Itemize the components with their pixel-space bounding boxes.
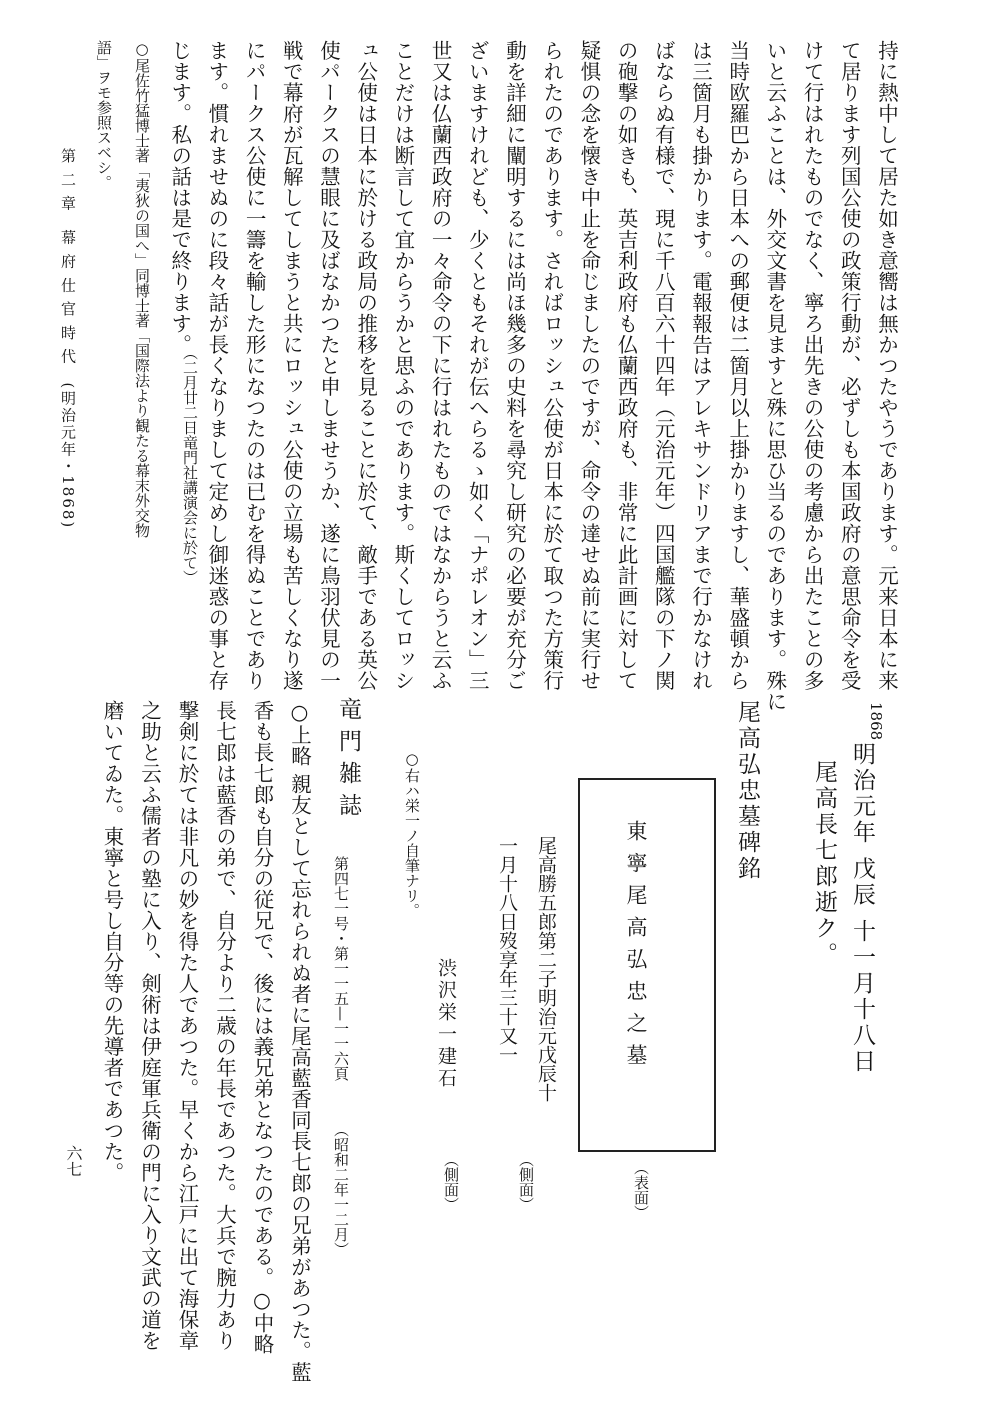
main-text-line: じます。私の話は是で終ります。 <box>167 40 192 355</box>
magazine-text-line: 長七郎は藍香の弟で、自分より二歳の年長であつた。大兵で腕力あり <box>212 700 237 1351</box>
main-text-line: は三箇月も掛かります。電報報告はアレキサンドリアまで行かなけれ <box>688 40 713 691</box>
magazine-text-line: 香も長七郎も自分の従兄で、後には義兄弟となつたのである。○中略 <box>250 700 274 1355</box>
magazine-text-line: 之助と云ふ儒者の塾に入り、剣術は伊庭軍兵衛の門に入り文武の道を <box>137 700 162 1351</box>
reference-note-line-2: 語」ヲモ参照スベシ。 <box>95 40 113 190</box>
epitaph-note: ○右ハ栄一ノ自筆ナリ。 <box>403 750 421 918</box>
magazine-text-line: ○上略 親友として忘れられぬ者に尾高藍香同長七郎の兄弟があつた。藍 <box>287 700 312 1383</box>
epitaph-side-label-2: （側面） <box>442 1152 460 1212</box>
main-text-line: の砲撃の如きも、英吉利政府も仏蘭西政府も、非常に此計画に対して <box>614 40 639 691</box>
epitaph-side-line-1: 尾高勝五郎第二子明治元戊辰十 <box>535 836 557 1102</box>
magazine-text-line: 撃剣に於ては非凡の妙を得た人であつた。早くから江戸に出て海保章 <box>175 700 199 1351</box>
main-text-line: にパークス公使に一籌を輸した形になつたのは已むを得ぬことであり <box>242 40 267 691</box>
main-text-line: 動を詳細に闡明するには尚ほ幾多の史料を尋究し研究の必要が充分ご <box>502 40 527 691</box>
main-text-line: ばならぬ有様で、現に千八百六十四年（元治元年）四国艦隊の下ノ関 <box>651 40 676 691</box>
epitaph-side-label-1: （側面） <box>517 1152 535 1212</box>
main-text-line: 疑惧の念を懐き中止を命じましたのですが、命令の達せぬ前に実行せ <box>576 40 601 691</box>
entry-date-line: 明治元年 戊辰 十一月十八日 <box>849 742 875 1075</box>
main-text-line: ュ公使は日本に於ける政局の推移を見ることに於て、敵手である英公 <box>353 40 378 691</box>
main-text-line: ざいますけれども、少くともそれが伝へらるゝ如く「ナポレオン」三 <box>465 40 490 691</box>
epitaph-front: 東寧尾高弘忠之墓 <box>624 820 648 1076</box>
magazine-text-line: 磨いてゐた。東寧と号し自分等の先導者であつた。 <box>100 700 124 1183</box>
epitaph-builder: 渋沢栄一建石 <box>435 958 457 1090</box>
magazine-title: 竜門雑誌 <box>335 697 361 825</box>
main-text-line: 持に熱中して居た如き意嚮は無かつたやうであります。元来日本に来 <box>874 40 899 691</box>
main-text-line: ます。慣れませぬのに段々話が長くなりまして定めし御迷惑の事と存 <box>204 40 229 691</box>
entry-event: 尾高長七郎逝ク。 <box>811 760 837 968</box>
running-head: 第 二 章 幕 府 仕 官 時 代 (明治元年・1868) <box>59 148 77 530</box>
main-text-line: いと云ふことは、外交文書を見ますと殊に思ひ当るのであります。殊に <box>762 40 787 712</box>
main-text-line: 戦で幕府が瓦解してしまうと共にロッシュ公使の立場も苦しくなり遂 <box>279 40 304 691</box>
magazine-date: （昭和二年一二月） <box>332 1122 350 1257</box>
epitaph-front-label: （表面） <box>632 1160 650 1220</box>
epitaph-side-line-2: 一月十八日歿享年三十又一 <box>496 836 518 1064</box>
entry-year-number: 1868 <box>867 702 885 741</box>
epitaph-title: 尾高弘忠墓碑銘 <box>734 700 760 882</box>
main-text-line: て居ります列国公使の政策行動が、必ずしも本国政府の意思命令を受 <box>837 40 862 691</box>
main-text-line: ことだけは断言して宜からうかと思ふのであります。斯くしてロッシ <box>390 40 415 691</box>
lecture-note: （二月廿二日竜門社講演会に於て） <box>181 345 199 585</box>
main-text-line: 世又は仏蘭西政府の一々命令の下に行はれたものではなからうと云ふ <box>428 40 453 691</box>
page-number: 六七 <box>64 1145 83 1177</box>
main-text-line: けて行はれたものでなく、寧ろ出先きの公使の考慮から出たことの多 <box>800 40 825 691</box>
main-text-line: 当時欧羅巴から日本への郵便は二箇月以上掛かりますし、華盛頓から <box>725 40 750 691</box>
reference-note-line-1: ○尾佐竹猛博士著「夷狄の国へ」同博士著「国際法より観たる幕末外交物 <box>133 40 151 538</box>
main-text-line: られたのであります。さればロッシュ公使が日本に於て取つた方策行 <box>539 40 564 691</box>
magazine-ref: 第四七一号・第一一五—一一六頁 <box>332 856 350 1081</box>
main-text-line: 使パークスの慧眼に及ばなかつたと申しませうか、遂に鳥羽伏見の一 <box>316 40 341 691</box>
